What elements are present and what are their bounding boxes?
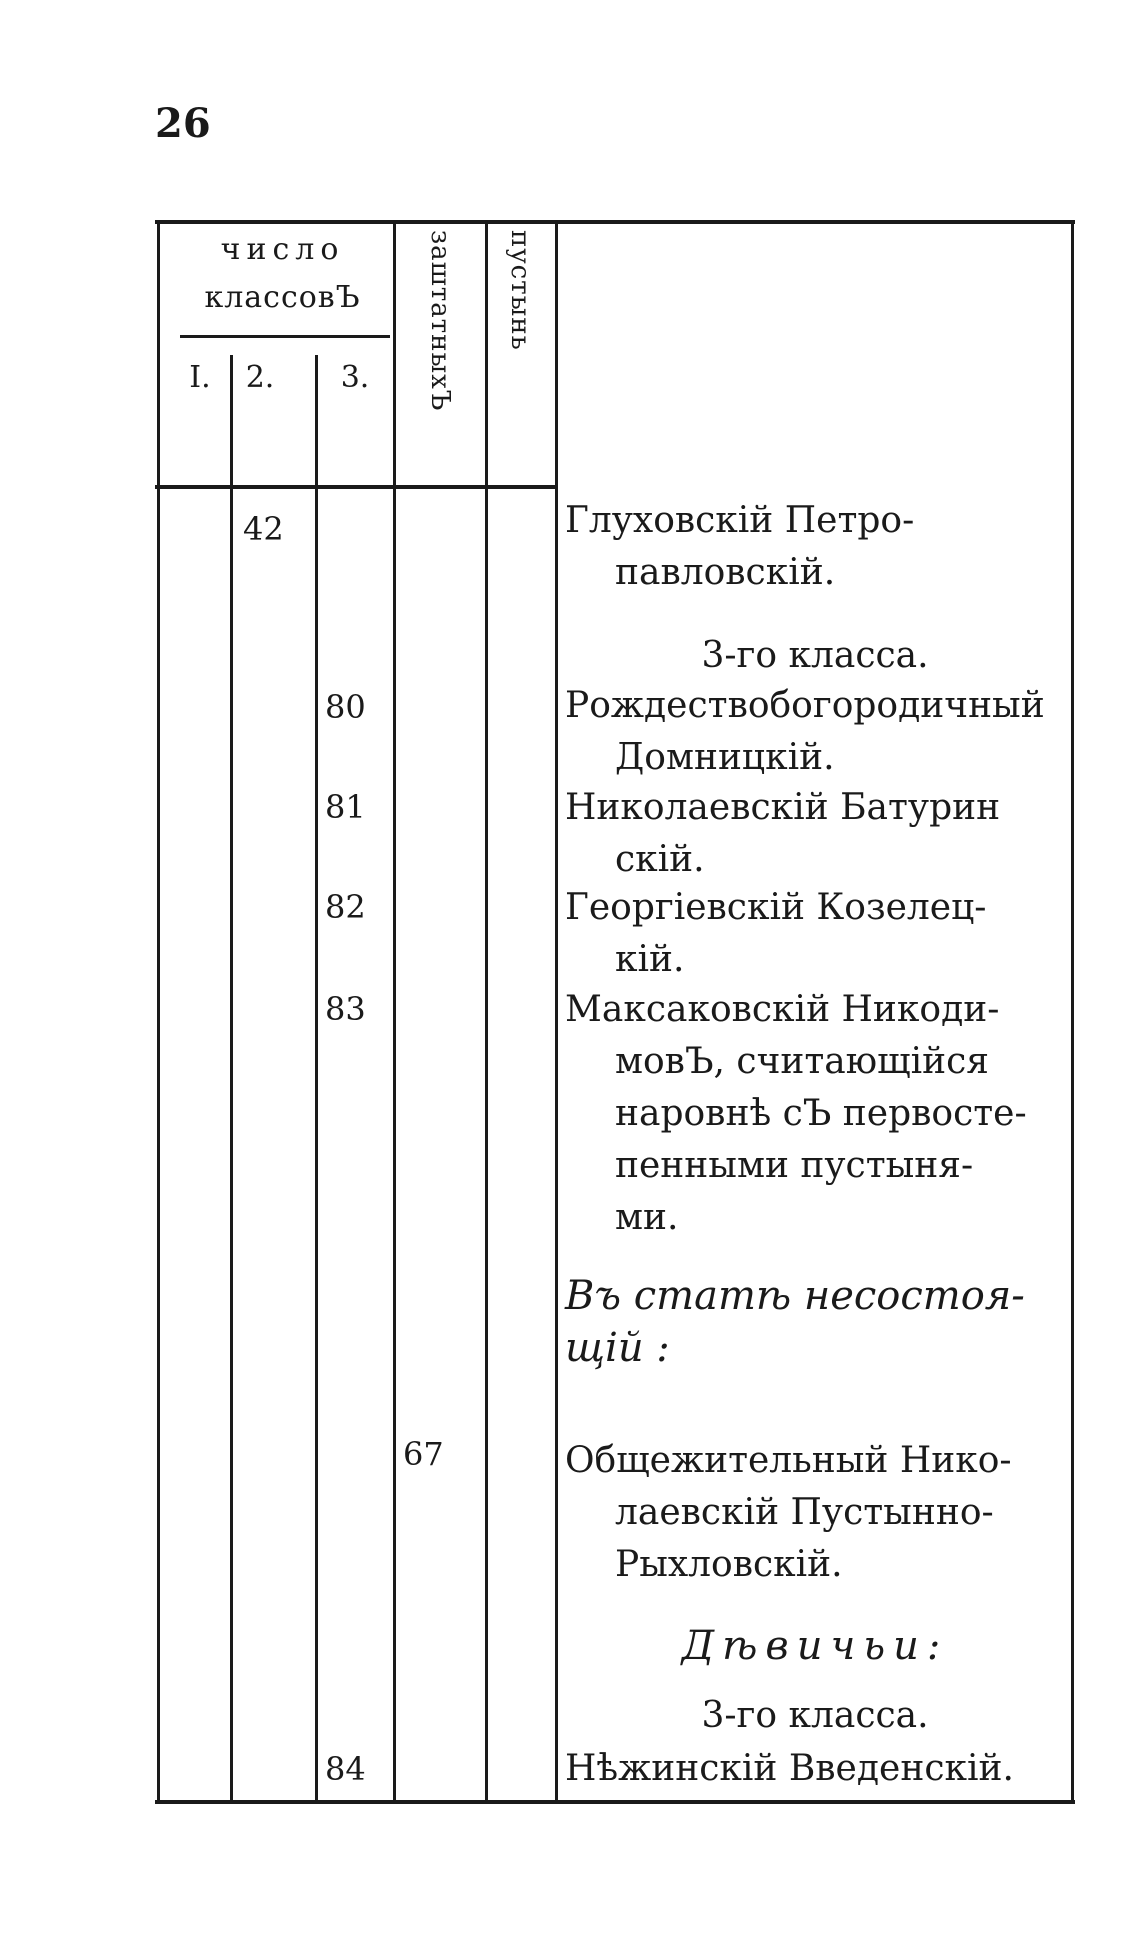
section-heading: 3-го класса. xyxy=(701,635,929,676)
monastery-table xyxy=(155,210,1075,1810)
entry-text xyxy=(565,782,1065,886)
entry-line: Рыхловскій. xyxy=(615,1544,843,1585)
entry-line: ми. xyxy=(615,1197,679,1238)
header-bottom-rule xyxy=(155,485,555,489)
entry-text xyxy=(565,680,1065,784)
entry-text xyxy=(565,495,1065,599)
top-rule xyxy=(155,220,1075,224)
entry-number: 82 xyxy=(325,888,366,926)
entry-line: Максаковскій Никоди- xyxy=(565,989,1000,1030)
entry-number: 81 xyxy=(325,788,366,826)
left-border xyxy=(157,220,160,1800)
header-classes-label: классовЪ xyxy=(204,280,361,315)
divider-class3 xyxy=(315,355,318,1800)
entry-line: кій. xyxy=(615,939,685,980)
entry-text xyxy=(565,1435,1065,1591)
page-number: 26 xyxy=(155,100,211,147)
entry-text xyxy=(565,1743,1065,1795)
divider-class2 xyxy=(230,355,233,1800)
section-heading: 3-го класса. xyxy=(701,1695,929,1736)
header-number-label: число xyxy=(220,232,345,267)
entry-line: мовЪ, считающійся xyxy=(615,1041,989,1082)
entry-number: 67 xyxy=(403,1435,444,1473)
divider-text xyxy=(555,220,558,1800)
entry-line: пенными пустыня- xyxy=(615,1145,974,1186)
entry-line: Домницкій. xyxy=(615,737,835,778)
header-class-3: 3. xyxy=(340,360,370,395)
section-heading-italic xyxy=(565,1270,1065,1374)
entry-line: Общежительный Нико- xyxy=(565,1440,1012,1481)
entry-number: 80 xyxy=(325,688,366,726)
bottom-rule xyxy=(155,1800,1075,1804)
header-class-1: I. xyxy=(189,360,211,395)
divider-col4 xyxy=(393,220,396,1800)
entry-line: павловскій. xyxy=(615,552,836,593)
header-col-5: пустынь xyxy=(505,230,535,351)
entry-line: наровнѣ сЪ первосте- xyxy=(615,1093,1027,1134)
entry-line: скій. xyxy=(615,839,705,880)
classes-subrule xyxy=(180,335,390,338)
entry-line: Георгіевскій Козелец- xyxy=(565,887,987,928)
entry-line: Нѣжинскій Введенскій. xyxy=(565,1748,1014,1789)
entry-line: Глуховскій Петро- xyxy=(565,500,915,541)
entry-number: 42 xyxy=(243,510,284,548)
divider-col5 xyxy=(485,220,488,1800)
entry-line: лаевскій Пустынно- xyxy=(615,1492,994,1533)
entry-text xyxy=(565,984,1065,1244)
entry-number: 83 xyxy=(325,990,366,1028)
entry-line: Рождествобогородичный xyxy=(565,685,1045,726)
section-heading-italic: Дѣвичьи: xyxy=(681,1623,949,1669)
entry-number: 84 xyxy=(325,1750,366,1788)
entry-line: щій : xyxy=(565,1325,670,1371)
entry-line: Николаевскій Батурин xyxy=(565,787,1001,828)
entry-line: Въ статѣ несостоя- xyxy=(565,1273,1025,1319)
entry-text xyxy=(565,882,1065,986)
right-border xyxy=(1071,220,1074,1800)
header-class-2: 2. xyxy=(245,360,275,395)
header-col-4: заштатныхЪ xyxy=(425,230,455,412)
